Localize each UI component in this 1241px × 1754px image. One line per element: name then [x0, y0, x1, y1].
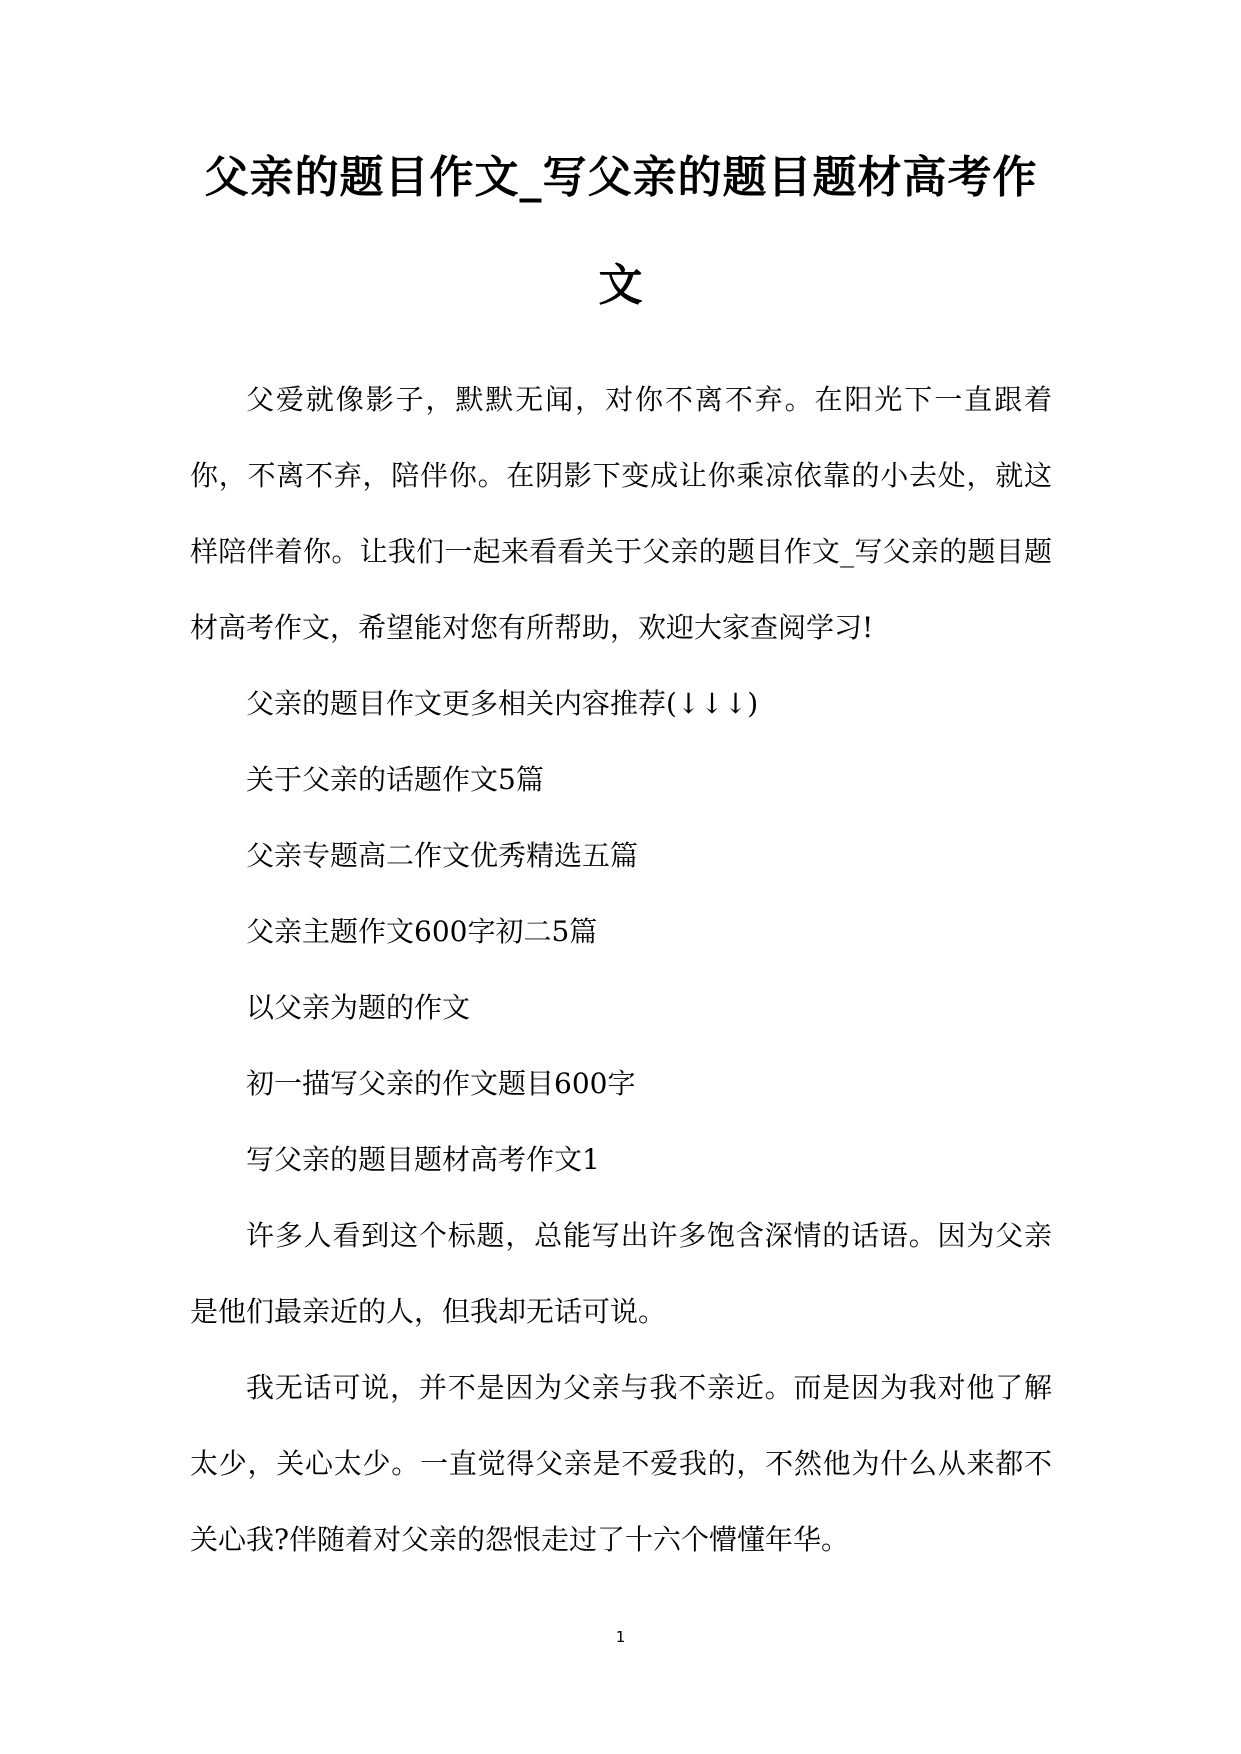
paragraph-body-2: 我无话可说，并不是因为父亲与我不亲近。而是因为我对他了解太少，关心太少。一直觉得父亲是不爱我的，不然他为什么从来都不关心我?伴随着对父亲的怨恨走过了十六个懵懂年华。	[190, 1371, 1052, 1556]
page-number: 1	[615, 1628, 626, 1646]
related-heading: 父亲的题目作文更多相关内容推荐(↓↓↓)	[246, 687, 759, 720]
related-link-2[interactable]: 父亲专题高二作文优秀精选五篇	[246, 839, 639, 872]
paragraph-body-1: 许多人看到这个标题，总能写出许多饱含深情的话语。因为父亲是他们最亲近的人，但我却无话可说。	[190, 1219, 1052, 1328]
document-title: 父亲的题目作文_写父亲的题目题材高考作文	[204, 152, 1038, 311]
related-link-1[interactable]: 关于父亲的话题作文5篇	[246, 763, 544, 796]
paragraph-intro: 父爱就像影子，默默无闻，对你不离不弃。在阳光下一直跟着你，不离不弃，陪伴你。在阴影下变成让你乘凉依靠的小去处，就这样陪伴着你。让我们一起来看看关于父亲的题目作文_写父亲的题目题材高考作文，希望能对您有所帮助，欢迎大家查阅学习!	[190, 383, 1052, 644]
section-heading: 写父亲的题目题材高考作文1	[246, 1143, 600, 1176]
document-body	[190, 362, 1052, 1578]
related-link-3[interactable]: 父亲主题作文600字初二5篇	[246, 915, 598, 948]
related-link-5[interactable]: 初一描写父亲的作文题目600字	[246, 1067, 636, 1100]
related-link-4[interactable]: 以父亲为题的作文	[246, 991, 471, 1024]
